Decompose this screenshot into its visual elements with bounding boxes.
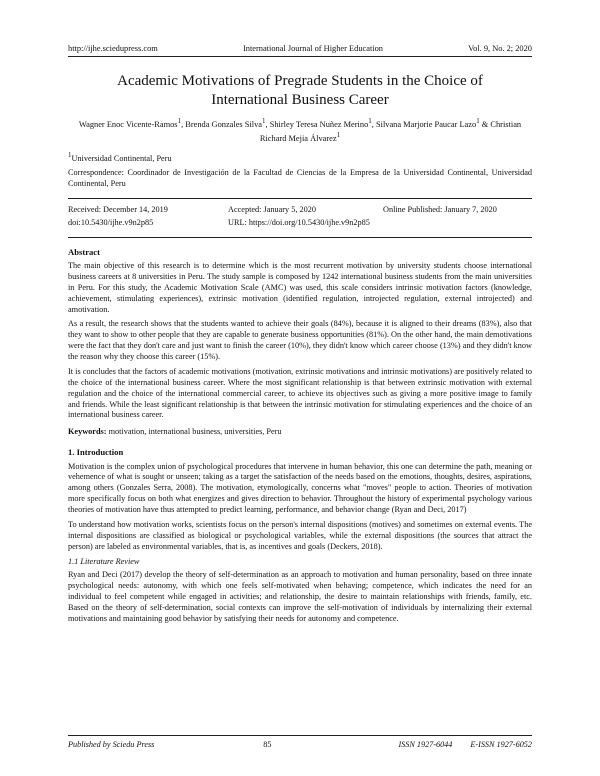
author: Shirley Teresa Nuñez Merino$^1$, <box>269 117 376 130</box>
paper-title: Academic Motivations of Pregrade Students in the Choice of International Business Career <box>117 73 483 108</box>
abstract-paragraph: The main objective of this research is to determine which is the most recurrent motivation by university students choose international business careers at 8 universities in Peru. The study sample is composed by 1242 international business students from the main universities in Peru. For this study, the Academic Motivation Scale (AMC) was used, this scale considers intrinsic motivation factors (knowledge, achievement, stimulating experiences), extrinsic motivation (identified regulation, introjected regulation, external introjected) and amotivation. <box>68 261 532 314</box>
author-list <box>68 118 532 145</box>
abstract-heading: Abstract <box>68 246 100 257</box>
header-divider <box>68 56 532 57</box>
doi-url[interactable]: URL: https://doi.org/10.5430/ijhe.v9n2p85 <box>228 217 370 227</box>
author: Christian Richard Mejia Álvarez$^1$ <box>259 120 522 143</box>
keywords: Keywords: motivation, international business, universities, Peru <box>68 427 282 437</box>
journal-name: International Journal of Higher Education <box>242 44 383 53</box>
received-date: Received: December 14, 2019 <box>68 205 168 214</box>
affiliation: $^1$Universidad Continental, Peru <box>68 151 172 163</box>
literature-paragraph: Ryan and Deci (2017) develop the theory of self-determination as an approach to motivation and human personality, based on three innate psychological needs: autonomy, with which one feels self-motivated when behaving; competence, which indicates the need for an individual to feel competent while engaged in activities; and relationship, the desire to maintain relationships with friends, family, etc. Based on the theory of self-determination, social contexts can improve the self-motivation of individuals by internalizing their external motivations and maintaining good behavior by satisfying their needs for autonomy and competence. <box>68 570 532 623</box>
metadata-divider-bottom <box>68 237 532 238</box>
intro-paragraph: To understand how motivation works, scientists focus on the person's internal dispositions (motives) and sometimes on external events. The internal dispositions are classified as biological or psychological variables, while the external dispositions (the sources that attract the person) are labeled as environmental variables, that is, as incentives and goals (Deckers, 2018). <box>68 519 532 551</box>
issn-info: ISSN 1927-6044 E-ISSN 1927-6052 <box>398 740 532 749</box>
volume-info: Vol. 9, No. 2; 2020 <box>468 44 532 53</box>
publisher: Published by Sciedu Press <box>68 740 155 749</box>
running-footer <box>68 740 532 749</box>
intro-paragraph: Motivation is the complex union of psychological procedures that intervene in human behavior, this one can determine the path, meaning or vehemence of what is sought or unseen; taking as a target the satisfaction of the needs based on the emotions, thoughts, desires, aspirations, among others (Gonzales Serra, 2008). The motivation, etymologically, concerns what "moves" people to action. Theories of motivation more specifically focus on both what energizes and gives direction to behavior. Throughout the history of experimental psychology various theories of motivation have thus attempted to predict learning, performance, and behavior change (Ryan and Deci, 2017) <box>68 461 532 515</box>
correspondence: Correspondence: Coordinador de Investigación de la Facultad de Ciencias de la Empresa de la Universidad Continental, Universidad Continental, Peru <box>68 168 532 189</box>
dates-row <box>68 205 532 216</box>
author: Brenda Gonzales Silva$^1$, <box>185 117 270 130</box>
footer-divider <box>68 735 532 736</box>
metadata-divider <box>68 198 532 199</box>
abstract-paragraph: As a result, the research shows that the students wanted to achieve their goals (84%), because it is aligned to their dreams (83%), also that they want to show to other people that they are capable to generate business opportunities (81%). On the other hand, the main demotivations were the fact that they don't care and just want to finish the career (10%), they didn't know which career choose (13%) and they didn't know the reason why they choose this career (15%). <box>68 319 532 362</box>
journal-url[interactable]: http://ijhe.sciedupress.com <box>68 44 158 53</box>
paper-content <box>68 66 532 629</box>
doi: doi:10.5430/ijhe.v9n2p85 <box>68 217 154 227</box>
author: Silvana Marjorie Paucar Lazo$^1$ & <box>375 117 491 130</box>
intro-heading: 1. Introduction <box>68 447 124 458</box>
running-header <box>68 44 532 53</box>
subsection-heading: 1.1 Literature Review <box>68 556 140 566</box>
abstract-paragraph: It is concludes that the factors of academic motivations (motivation, extrinsic motivations and intrinsic motivations) are positively related to the choice of the international business career. Where the most significant relationship is that between extrinsic motivation with external regulation and the choice of the international commercial career, to achieve its objectives such as giving a more positive image to family and friends. While the least significant relationship is that between the intrinsic motivation for stimulating experiences and the choice of an international business career. <box>68 366 532 420</box>
accepted-date: Accepted: January 5, 2020 <box>228 205 316 214</box>
page-number: 85 <box>263 740 272 749</box>
published-date: Online Published: January 7, 2020 <box>383 205 497 214</box>
author: Wagner Enoc Vicente-Ramos$^1$, <box>78 117 186 130</box>
doi-row <box>68 218 532 229</box>
